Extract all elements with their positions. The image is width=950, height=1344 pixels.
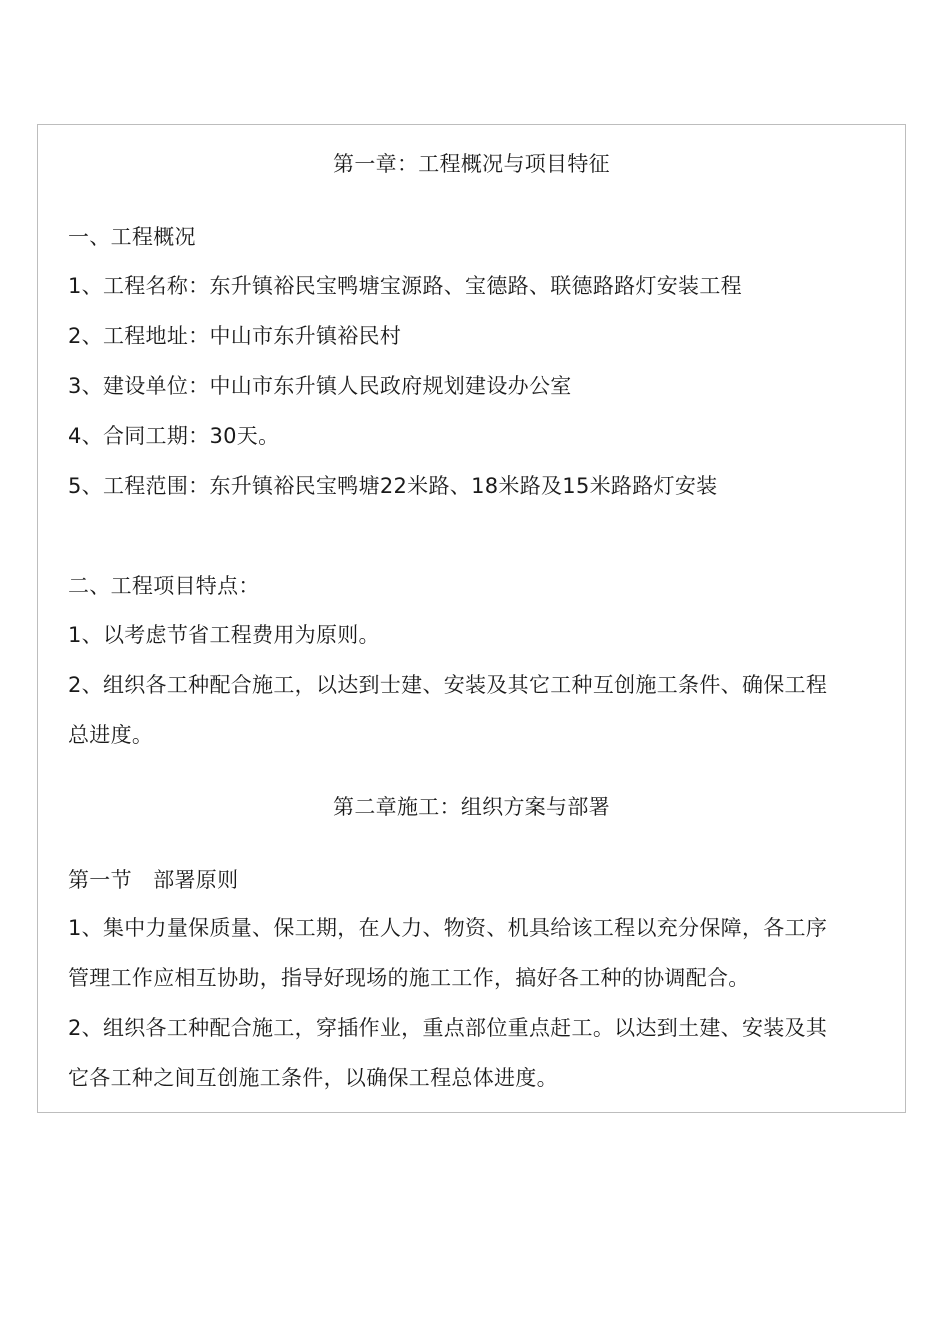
project-scope-line: 5、工程范围：东升镇裕民宝鸭塘22米路、18米路及15米路路灯安装 (68, 474, 718, 498)
chapter-2-title: 第二章施工：组织方案与部署 (333, 795, 610, 819)
section-overview-heading: 一、工程概况 (68, 225, 196, 249)
contract-period-line: 4、合同工期：30天。 (68, 424, 280, 448)
section-principles-heading: 第一节 部署原则 (68, 868, 239, 892)
section-features-heading: 二、工程项目特点： (68, 574, 260, 598)
project-address-line: 2、工程地址：中山市东升镇裕民村 (68, 324, 402, 348)
principle-item-2-line-1: 2、组织各工种配合施工，穿插作业，重点部位重点赶工。以达到土建、安装及其 (68, 1016, 828, 1040)
principle-item-1-line-2: 管理工作应相互协助，指导好现场的施工工作，搞好各工种的协调配合。 (68, 966, 750, 990)
principle-item-2-line-2: 它各工种之间互创施工条件，以确保工程总体进度。 (68, 1066, 558, 1090)
project-name-line: 1、工程名称：东升镇裕民宝鸭塘宝源路、宝德路、联德路路灯安装工程 (68, 274, 742, 298)
construction-unit-line: 3、建设单位：中山市东升镇人民政府规划建设办公室 (68, 374, 572, 398)
feature-item-2-line-1: 2、组织各工种配合施工，以达到士建、安装及其它工种互创施工条件、确保工程 (68, 673, 828, 697)
principle-item-1-line-1: 1、集中力量保质量、保工期，在人力、物资、机具给该工程以充分保障，各工序 (68, 916, 828, 940)
feature-item-1: 1、以考虑节省工程费用为原则。 (68, 623, 380, 647)
chapter-1-title: 第一章：工程概况与项目特征 (333, 152, 610, 176)
feature-item-2-line-2: 总进度。 (68, 723, 154, 747)
